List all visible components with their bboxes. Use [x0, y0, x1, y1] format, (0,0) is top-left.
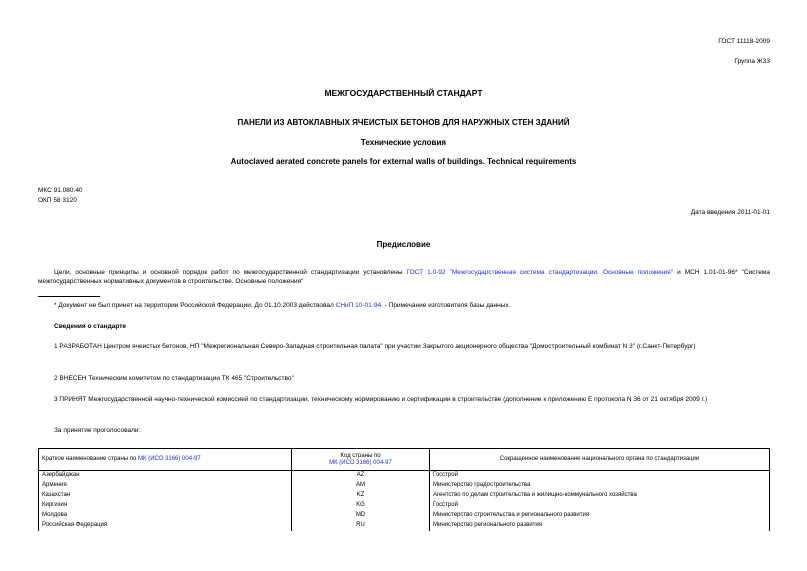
table-row [39, 491, 770, 501]
page-subtitle: Технические условия [360, 138, 447, 147]
info-item-2: 2 ВНЕСЕН Техническим комитетом по стандартизации ТК 465 "Строительство" [54, 375, 294, 382]
countries-table [38, 448, 770, 531]
code-cell: AZ [292, 471, 430, 482]
code-cell: RU [292, 521, 430, 531]
table-row [39, 501, 770, 511]
footnote-text-cont: . - Примечание изготовителя базы данных. [381, 302, 511, 309]
country-cell: Киргизия [39, 501, 292, 511]
column-header-country-text: Краткое наименование страны по [42, 456, 139, 462]
body-cell: Министерство градостроительства [430, 481, 770, 491]
page-title: ПАНЕЛИ ИЗ АВТОКЛАВНЫХ ЯЧЕИСТЫХ БЕТОНОВ ДЛЯ НАРУЖНЫХ СТЕН ЗДАНИЙ [237, 118, 570, 127]
english-title: Autoclaved aerated concrete panels for external walls of buildings. Technical requirements [230, 157, 577, 166]
preface-heading: Предисловие [376, 240, 431, 249]
body-cell: Агентство по делам строительства и жилищно-коммунального хозяйства [430, 491, 770, 501]
preface-text: Цели, основные принципы и основной порядок работ по межгосударственной стандартизации установлены [54, 269, 407, 276]
footnote [54, 302, 770, 310]
info-item-1: 1 РАЗРАБОТАН Центром ячеистых бетонов, НП "Межрегиональная Северо-Западная строительная палата" при участии Закрытого акционерного общества "Домостроительный комбинат N 3" (г.Санкт-Петербург) [54, 343, 696, 350]
footnote-divider [38, 296, 100, 297]
voted-label: За принятие проголосовали: [54, 427, 141, 434]
mk-iso-3166-code-link[interactable]: МК (ИСО 3166) 004-97 [329, 459, 392, 466]
table-row [39, 521, 770, 531]
table-row [39, 471, 770, 482]
body-cell: Министерство регионального развития [430, 521, 770, 531]
mk-iso-3166-link[interactable]: МК (ИСО 3166) 004-97 [138, 456, 201, 462]
standard-info-heading: Сведения о стандарте [54, 323, 127, 330]
country-cell: Армения [39, 481, 292, 491]
column-header-country [39, 449, 292, 471]
country-cell: Азербайджан [39, 471, 292, 482]
interstate-standard-heading: МЕЖГОСУДАРСТВЕННЫЙ СТАНДАРТ [324, 88, 483, 98]
body-cell: Госстрой [430, 501, 770, 511]
okp-code: ОКП 58 3120 [38, 197, 77, 204]
preface-paragraph [38, 268, 770, 286]
document-number: ГОСТ 11118-2009 [718, 38, 770, 45]
mks-code: МКС 91.080.40 [38, 187, 83, 194]
code-cell: AM [292, 481, 430, 491]
body-cell: Министерство строительства и регионального развития [430, 511, 770, 521]
introduction-date: Дата введения 2011-01-01 [690, 209, 770, 216]
column-header-body: Сокращенное наименование национального органа по стандартизации [430, 449, 770, 471]
footnote-text: * Документ не был принят на территории Российской Федерации. До 01.10.2003 действовал [54, 302, 336, 309]
code-cell: MD [292, 511, 430, 521]
snip-10-01-94-link[interactable]: СНиП 10-01-94 [335, 302, 382, 309]
country-cell: Российская Федерация [39, 521, 292, 531]
country-cell: Молдова [39, 511, 292, 521]
table-row [39, 511, 770, 521]
country-cell: Казахстан [39, 491, 292, 501]
column-header-code [292, 449, 430, 471]
code-cell: KZ [292, 491, 430, 501]
table-row [39, 481, 770, 491]
preface-text-cont: и МСН 1.01-01-96* "Система межгосударственных нормативных документов в строительстве. Основные положения" [38, 269, 770, 285]
table-header-row [39, 449, 770, 471]
info-item-3: 3 ПРИНЯТ Межгосударственной научно-технической комиссией по стандартизации, техническому нормированию и сертификации в строительстве (дополнение к приложению Е протокола N 36 от 21 октября 2009 г.) [54, 396, 708, 403]
body-cell: Госстрой [430, 471, 770, 482]
gost-1-0-92-link[interactable]: ГОСТ 1.0-92 "Межгосударственная система стандартизации. Основные положения" [406, 269, 674, 276]
column-header-code-text: Код страны по [340, 452, 381, 459]
code-cell: KG [292, 501, 430, 511]
document-group: Группа Ж33 [734, 58, 770, 65]
